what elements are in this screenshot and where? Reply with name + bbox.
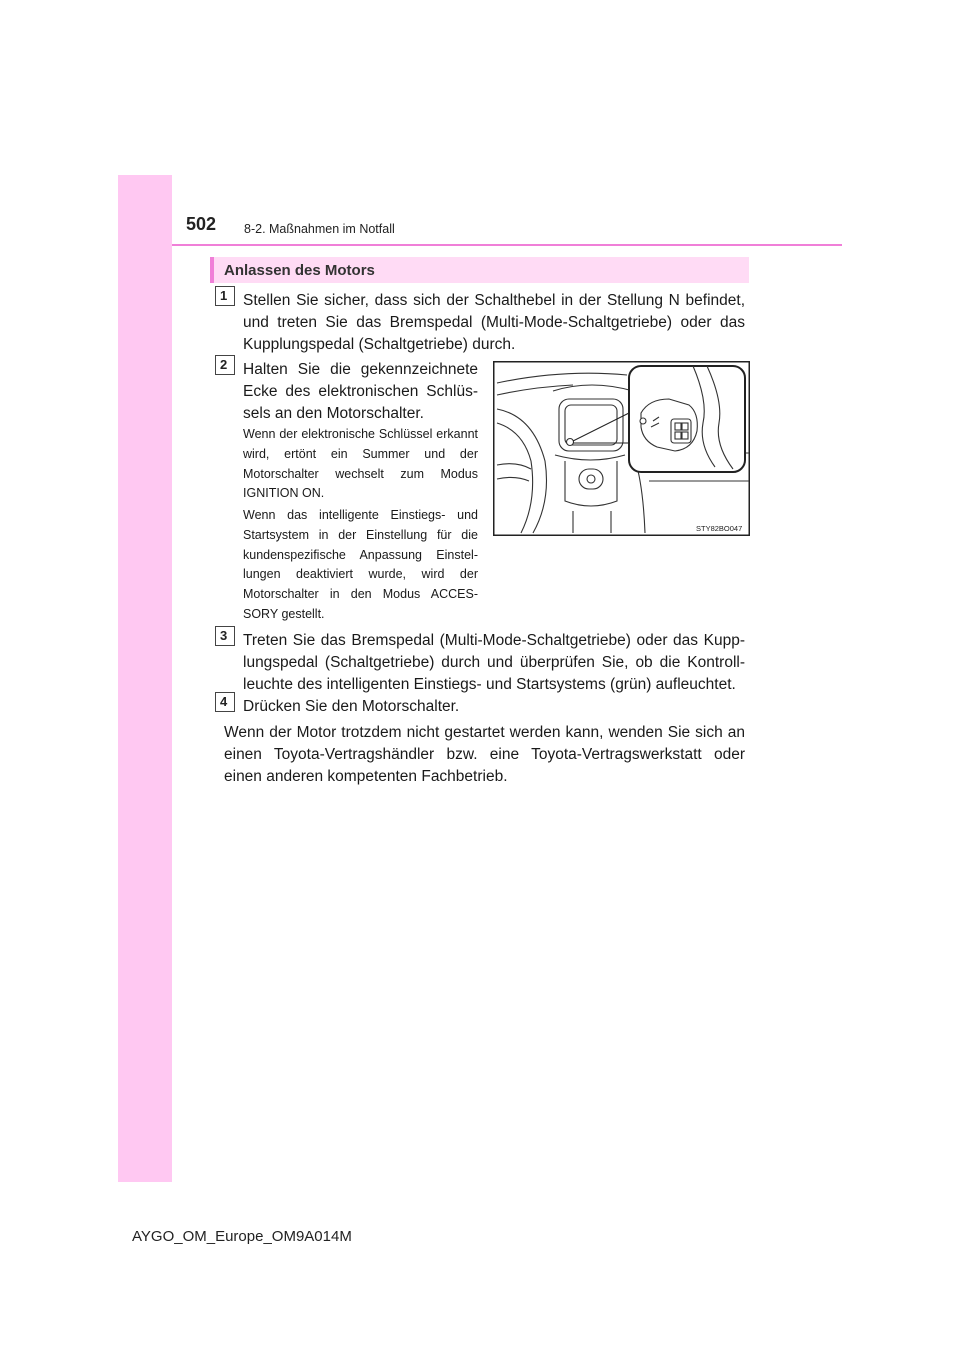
step-number-4: 4 [215, 692, 235, 712]
step-number-3: 3 [215, 626, 235, 646]
box-heading [210, 257, 749, 283]
dashboard-illustration [493, 361, 750, 536]
page-footer: AYGO_OM_Europe_OM9A014M [132, 1228, 352, 1245]
header-rule [172, 244, 842, 246]
key-to-engine-switch-illustration [493, 361, 750, 536]
step-2-note-2: Wenn das intelligente Einstiegs- und Startsystem in der Einstellung für die kundenspezifische Anpassung Einstel-lungen deaktiviert wurde, wird der Motorschalter in den Modus ACCES-SORY gestellt. [243, 508, 478, 621]
step-2-text: Halten Sie die gekennzeichnete Ecke des elektronischen Schlüs-sels an den Motorschalter. [243, 361, 478, 422]
closing-paragraph: Wenn der Motor trotzdem nicht gestartet werden kann, wenden Sie sich an einen Toyota-Vertragshändler bzw. eine Toyota-Vertragswerkstatt oder einen anderen kompetenten Fachbetrieb. [224, 724, 745, 785]
step-3-text: Treten Sie das Bremspedal (Multi-Mode-Schaltgetriebe) oder das Kupp-lungspedal (Schaltgetriebe) durch und überprüfen Sie, ob die Kontroll-leuchte des intelligenten Einstiegs- und Startsystems (grün) aufleuchtet. [243, 632, 745, 693]
side-tab-bar [118, 175, 172, 1182]
step-2-note-1: Wenn der elektronische Schlüssel erkannt wird, ertönt ein Summer und der Motorschalter wechselt zum Modus IGNITION ON. [243, 427, 478, 501]
step-number-1: 1 [215, 286, 235, 306]
step-number-2: 2 [215, 355, 235, 375]
page-number: 502 [186, 214, 217, 234]
section-title: 8-2. Maßnahmen im Notfall [244, 222, 395, 236]
box-heading-text: Anlassen des Motors [224, 262, 375, 279]
figure-code: STY82BO047 [696, 524, 743, 533]
step-4-text: Drücken Sie den Motorschalter. [243, 698, 460, 715]
step-1-text: Stellen Sie sicher, dass sich der Schalthebel in der Stellung N befindet, und treten Sie das Bremspedal (Multi-Mode-Schaltgetriebe) oder das Kupplungspedal (Schaltgetriebe) durch. [243, 292, 745, 353]
